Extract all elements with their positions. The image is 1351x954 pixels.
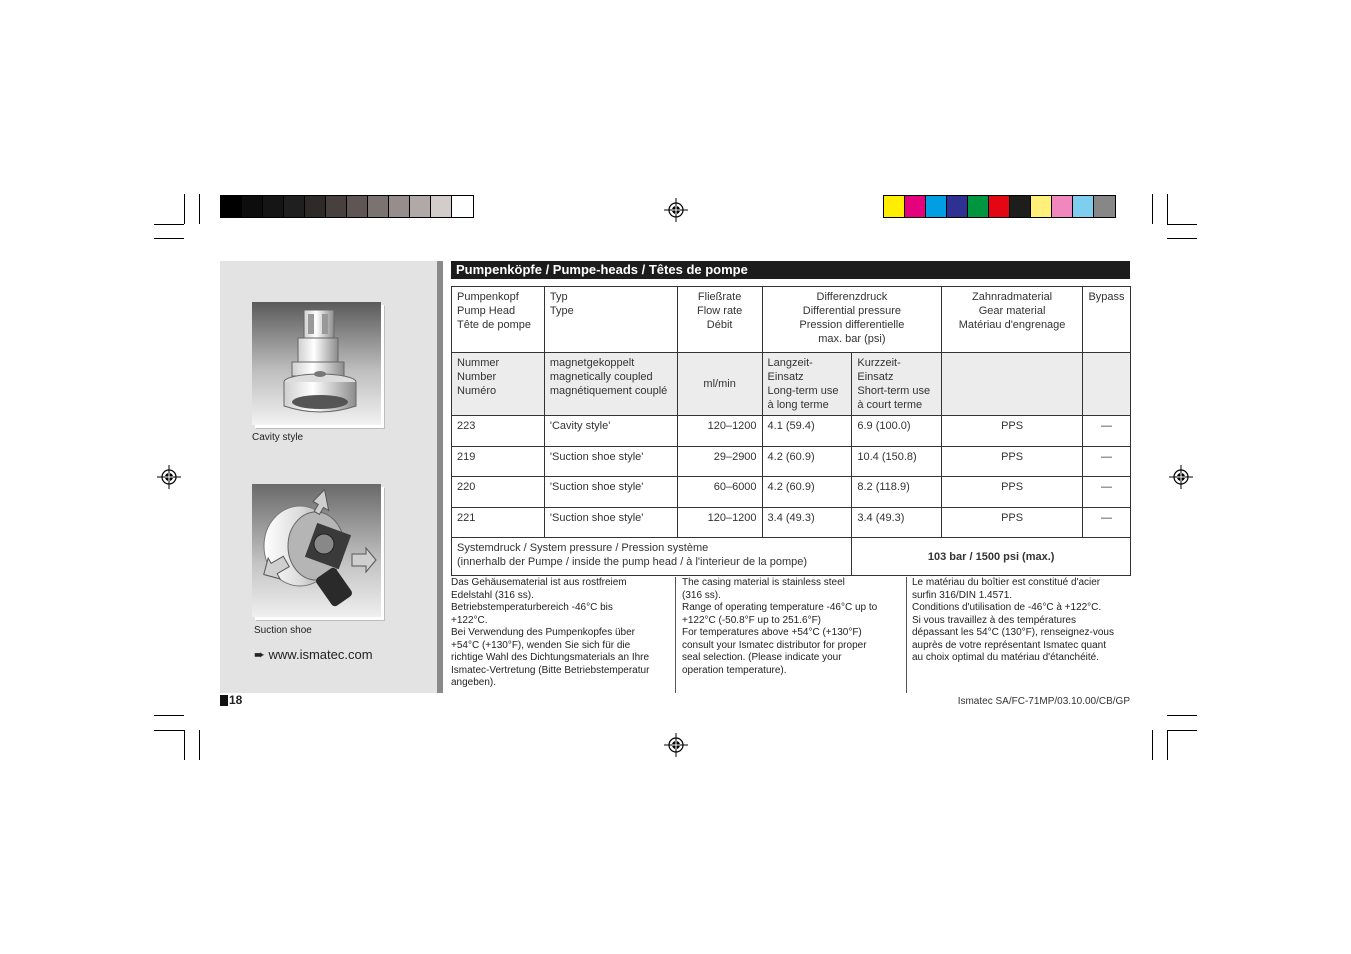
calibration-swatch [368, 196, 389, 217]
row-short: 6.9 (100.0) [852, 416, 942, 447]
calibration-swatch [389, 196, 410, 217]
row-number: 223 [452, 416, 545, 447]
row-flow: 120–1200 [677, 416, 762, 447]
calibration-swatch [284, 196, 305, 217]
row-gear: PPS [942, 447, 1083, 477]
cavity-style-pump-head-image [252, 302, 381, 425]
calibration-swatch [1052, 196, 1073, 217]
arrow-right-icon: ➨ [254, 647, 265, 662]
calibration-swatch [221, 196, 242, 217]
calibration-swatch [347, 196, 368, 217]
gray-calibration-bar [220, 195, 474, 218]
header-pump-head: Pumpenkopf Pump Head Tête de pompe [452, 287, 545, 353]
calibration-swatch [1073, 196, 1094, 217]
row-long: 4.1 (59.4) [762, 416, 852, 447]
row-short: 3.4 (49.3) [852, 508, 942, 538]
system-pressure-label: Systemdruck / System pressure / Pression système (innerhalb der Pumpe / inside the pump head / à l'interieur de la pompe) [452, 538, 852, 576]
row-type: 'Suction shoe style' [544, 447, 677, 477]
table-row [452, 477, 1131, 508]
calibration-swatch [926, 196, 947, 217]
subheader-short-term: Kurzzeit-Einsatz Short-term use à court terme [852, 353, 942, 416]
row-flow: 120–1200 [677, 508, 762, 538]
row-bypass: — [1082, 447, 1130, 477]
calibration-swatch [947, 196, 968, 217]
row-long: 4.2 (60.9) [762, 447, 852, 477]
cavity-style-caption: Cavity style [252, 432, 304, 443]
column-divider [906, 577, 907, 693]
row-gear: PPS [942, 416, 1083, 447]
calibration-swatch [263, 196, 284, 217]
system-pressure-value: 103 bar / 1500 psi (max.) [852, 538, 1131, 576]
calibration-swatch [989, 196, 1010, 217]
row-type: 'Suction shoe style' [544, 508, 677, 538]
subheader-number: Nummer Number Numéro [452, 353, 545, 416]
website-link[interactable] [254, 647, 373, 663]
row-bypass: — [1082, 416, 1130, 447]
header-type: Typ Type [544, 287, 677, 353]
header-bypass: Bypass [1082, 287, 1130, 353]
calibration-swatch [452, 196, 473, 217]
calibration-swatch [968, 196, 989, 217]
registration-mark-icon [664, 733, 688, 757]
description-french: Le matériau du boîtier est constitué d'acier surfin 316/DIN 1.4571. Conditions d'utilisation de -46°C à +122°C. Si vous travaillez à des températures dépassant les 54°C (130°F), renseignez-vous auprès de votre représentant Ismatec quant au choix optimal du matériau d'étanchéité. [912, 577, 1114, 663]
suction-shoe-pump-head-image [252, 484, 381, 617]
row-flow: 60–6000 [677, 477, 762, 508]
registration-mark-icon [157, 465, 181, 489]
row-number: 221 [452, 508, 545, 538]
row-gear: PPS [942, 477, 1083, 508]
row-long: 4.2 (60.9) [762, 477, 852, 508]
column-divider [675, 577, 676, 693]
document-reference: Ismatec SA/FC-71MP/03.10.00/CB/GP [957, 696, 1130, 707]
description-english: The casing material is stainless steel (316 ss). Range of operating temperature -46°C up to +122°C (-50.8°F up to 251.6°F) For temperatures above +54°C (+130°F) consult your Ismatec distributor for proper seal selection. (Please indicate your operation temperature). [682, 577, 878, 676]
row-type: 'Suction shoe style' [544, 477, 677, 508]
calibration-swatch [884, 196, 905, 217]
table-row [452, 508, 1131, 538]
page-number-marker [220, 695, 228, 706]
calibration-swatch [905, 196, 926, 217]
suction-shoe-caption: Suction shoe [254, 625, 312, 636]
description-german: Das Gehäusematerial ist aus rostfreiem Edelstahl (316 ss). Betriebstemperaturbereich -46°C bis +122°C. Bei Verwendung des Pumpenkopfes über +54°C (+130°F), wenden Sie sich für die richtige Wahl des Dichtungsmaterials an Ihre Ismatec-Vertretung (Bitte Betriebstemperatur angeben). [451, 577, 650, 688]
color-calibration-bar [883, 195, 1116, 218]
calibration-swatch [431, 196, 452, 217]
row-bypass: — [1082, 477, 1130, 508]
registration-mark-icon [664, 198, 688, 222]
row-long: 3.4 (49.3) [762, 508, 852, 538]
row-number: 219 [452, 447, 545, 477]
table-header-row [452, 287, 1131, 353]
panel-divider [437, 261, 443, 693]
row-gear: PPS [942, 508, 1083, 538]
row-bypass: — [1082, 508, 1130, 538]
table-row [452, 416, 1131, 447]
registration-mark-icon [1169, 465, 1193, 489]
header-flow-rate: Fließrate Flow rate Débit [677, 287, 762, 353]
header-differential-pressure: Differenzdruck Differential pressure Pression differentielle max. bar (psi) [762, 287, 942, 353]
page-number: 18 [229, 693, 243, 707]
calibration-swatch [410, 196, 431, 217]
calibration-swatch [1031, 196, 1052, 217]
table-subheader-row [452, 353, 1131, 416]
subheader-unit: ml/min [677, 353, 762, 416]
subheader-empty [942, 353, 1083, 416]
pump-heads-table [451, 286, 1131, 576]
row-short: 8.2 (118.9) [852, 477, 942, 508]
subheader-long-term: Langzeit-Einsatz Long-term use à long terme [762, 353, 852, 416]
website-url: www.ismatec.com [268, 647, 373, 662]
subheader-empty [1082, 353, 1130, 416]
section-title: Pumpenköpfe / Pumpe-heads / Têtes de pompe [451, 261, 1130, 279]
row-number: 220 [452, 477, 545, 508]
calibration-swatch [1094, 196, 1115, 217]
table-row [452, 447, 1131, 477]
calibration-swatch [242, 196, 263, 217]
calibration-swatch [305, 196, 326, 217]
calibration-swatch [1010, 196, 1031, 217]
system-pressure-row [452, 538, 1131, 576]
subheader-coupling: magnetgekoppelt magnetically coupled magnétiquement couplé [544, 353, 677, 416]
row-flow: 29–2900 [677, 447, 762, 477]
row-short: 10.4 (150.8) [852, 447, 942, 477]
calibration-swatch [326, 196, 347, 217]
header-gear-material: Zahnradmaterial Gear material Matériau d'engrenage [942, 287, 1083, 353]
row-type: 'Cavity style' [544, 416, 677, 447]
